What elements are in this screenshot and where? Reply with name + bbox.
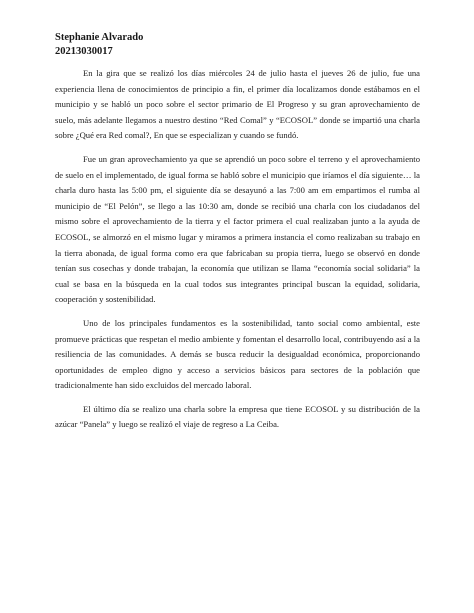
paragraph-2: Fue un gran aprovechamiento ya que se aprendió un poco sobre el terreno y el aprovechamiento de suelo en el implementado, de igual forma se habló sobre el municipio que iríamos el día siguiente… la charla duro hasta las 5:00 pm, el siguiente día se desayunó a las 7:00 am em empartimos el rumba al municipio de “El Pelón”, se llego a las 10:30 am, donde se recibió una charla con los ciudadanos del mismo sobre el aprovechamiento de la tierra y el factor primera el cual realizaban junto a la ayuda de ECOSOL, se almorzó en el mismo lugar y miramos a primera instancia el como realizaban su trabajo en la tierra abonada, de igual forma como era que fabricaban su propia tierra, luego se observó en donde tenían sus cosechas y donde trabajan, la economía que utilizan se llama “economía social solidaria” la cual se basa en la búsqueda en la cual todos sus integrantes principal buscan la equidad, solidaria, cooperación y sostenibilidad. [55,153,420,305]
student-id: 20213030017 [55,46,113,57]
paragraph-3: Uno de los principales fundamentos es la sostenibilidad, tanto social como ambiental, este promueve prácticas que respetan el medio ambiente y fomentan el desarrollo local, contribuyendo así a la resiliencia de las comunidades. A demás se busca reducir la desigualdad económica, proporcionando oportunidades de empleo digno y acceso a servicios básicos para sectores de la población que tradicionalmente han sido excluidos del mercado laboral. [55,317,420,391]
document-body [55,66,420,433]
author-name: Stephanie Alvarado [55,32,144,43]
paragraph-1: En la gira que se realizó los días miércoles 24 de julio hasta el jueves 26 de julio, fue una experiencia llena de conocimientos de principio a fin, el primer día localizamos donde estábamos en el municipio y se habló un poco sobre el sector primario de El Progreso y su gran aprovechamiento de suelo, más adelante llegamos a nuestro destino “Red Comal” y “ECOSOL” donde se impartió una charla sobre ¿Qué era Red comal?, En que se especializan y cuando se fundó. [55,68,420,141]
document-header [55,31,143,59]
paragraph-4: El último día se realizo una charla sobre la empresa que tiene ECOSOL y su distribución de la azúcar “Panela” y luego se realizó el viaje de regreso a La Ceiba. [55,403,420,430]
